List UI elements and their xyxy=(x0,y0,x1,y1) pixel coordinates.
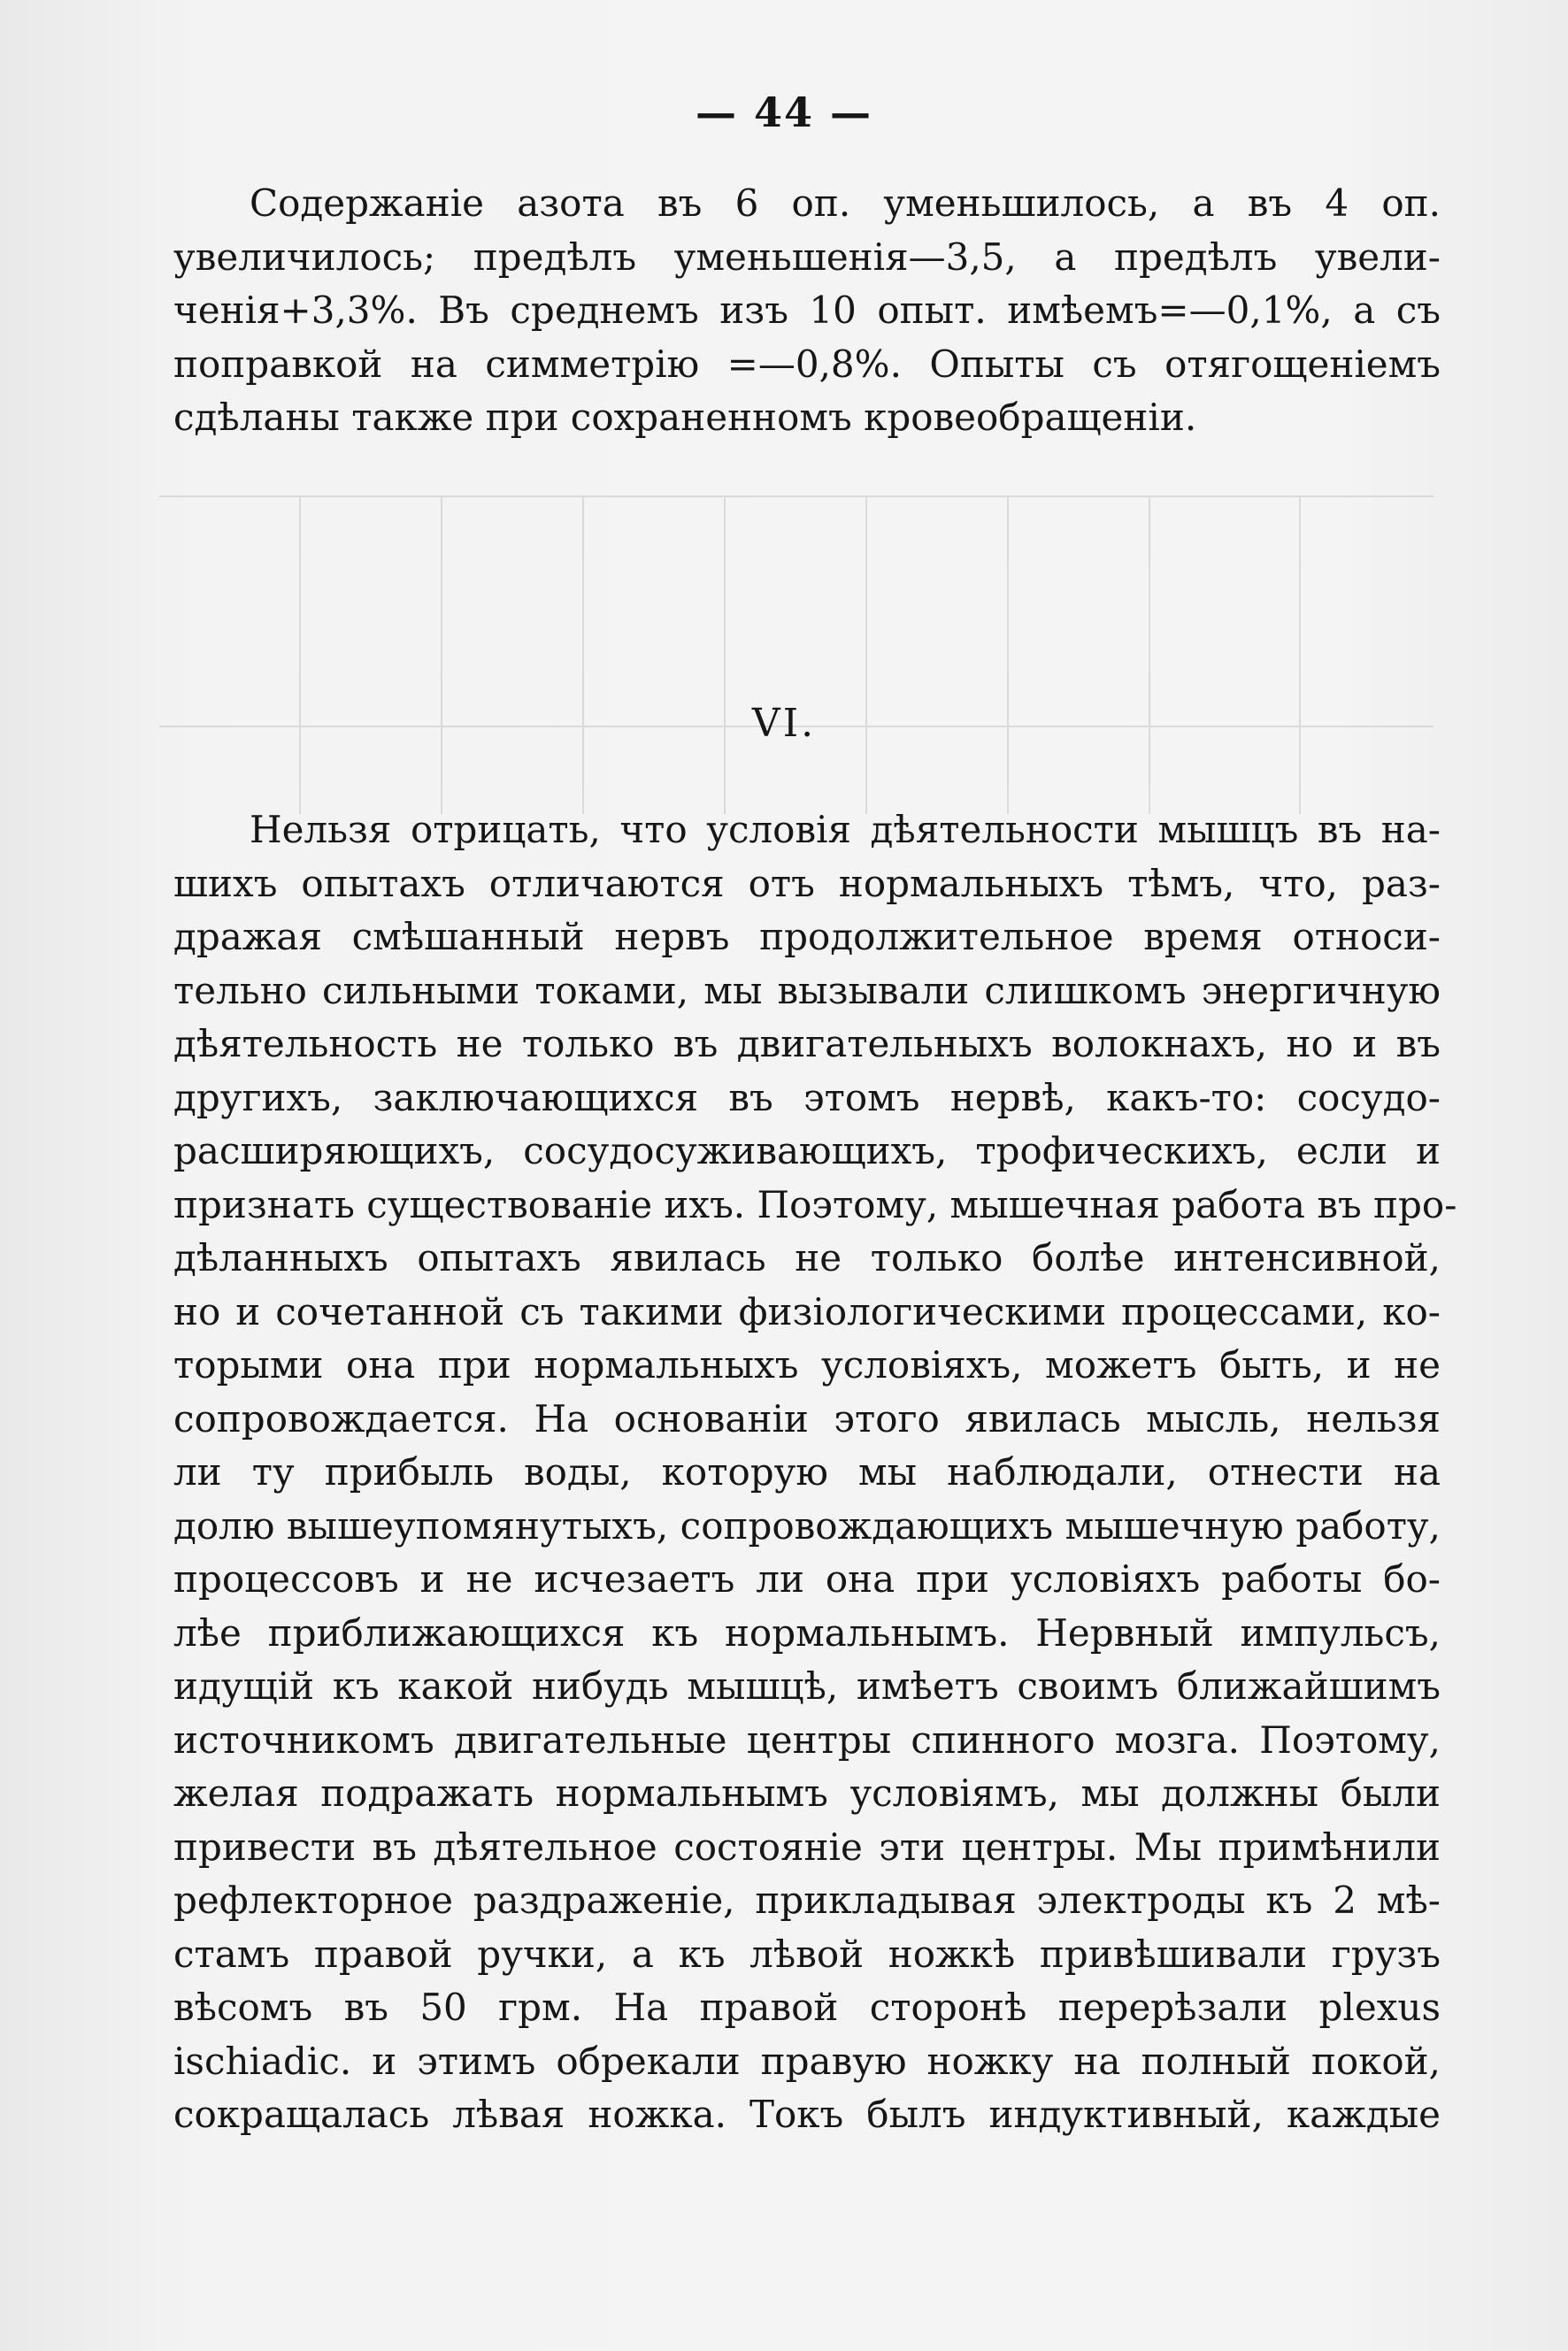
text-line: дѣланныхъ опытахъ явилась не только болѣе интенсивной, xyxy=(173,1236,1441,1279)
text-line: процессовъ и не исчезаетъ ли она при условіяхъ работы бо- xyxy=(173,1557,1441,1601)
text-line: тельно сильными токами, мы вызывали слишкомъ энергичную xyxy=(173,968,1441,1012)
text-line: вѣсомъ въ 50 грм. На правой сторонѣ перерѣзали plexus xyxy=(173,1986,1441,2029)
text-line: Нельзя отрицать, что условія дѣятельности мышцъ въ на- xyxy=(250,808,1441,851)
text-line: расширяющихъ, сосудосуживающихъ, трофическихъ, если и xyxy=(173,1129,1441,1172)
text-line: ченія+3,3%. Въ среднемъ изъ 10 опыт. имѣемъ=—0,1%, а съ xyxy=(173,288,1441,332)
text-line: сдѣланы также при сохраненномъ кровеобращеніи. xyxy=(173,396,1197,439)
text-line: стамъ правой ручки, а къ лѣвой ножкѣ привѣшивали грузъ xyxy=(173,1932,1441,1976)
text-line: но и сочетанной съ такими физіологическими процессами, ко- xyxy=(173,1289,1441,1333)
paragraph-reflex-stimulation xyxy=(173,803,1457,2142)
text-line: лѣе приближающихся къ нормальнымъ. Нервный импульсъ, xyxy=(173,1610,1441,1655)
text-line: источникомъ двигательные центры спинного мозга. Поэтому, xyxy=(173,1717,1441,1762)
text-line: ли ту прибыль воды, которую мы наблюдали, отнести на xyxy=(173,1450,1441,1494)
paragraph-nitrogen-results xyxy=(173,177,1441,445)
text-line: идущій къ какой нибудь мышцѣ, имѣетъ своимъ ближайшимъ xyxy=(173,1664,1441,1708)
text-line: сокращалась лѣвая ножка. Токъ былъ индуктивный, каждые xyxy=(173,2093,1441,2136)
text-line: долю вышеупомянутыхъ, сопровождающихъ мышечную работу, xyxy=(173,1503,1441,1548)
text-line: привести въ дѣятельное состояніе эти центры. Мы примѣнили xyxy=(173,1825,1441,1869)
text-line: шихъ опытахъ отличаются отъ нормальныхъ тѣмъ, что, раз- xyxy=(173,861,1441,905)
text-line: сопровождается. На основаніи этого явилась мысль, нельзя xyxy=(173,1396,1441,1441)
text-line: рефлекторное раздраженіе, прикладывая электроды къ 2 мѣ- xyxy=(173,1878,1441,1922)
text-line: увеличилось; предѣлъ уменьшенія—3,5, а предѣлъ увели- xyxy=(173,234,1441,279)
text-line: дѣятельность не только въ двигательныхъ волокнахъ, но и въ xyxy=(173,1022,1441,1065)
text-line: желая подражать нормальнымъ условіямъ, мы должны были xyxy=(173,1771,1441,1815)
bleed-through-table xyxy=(159,460,1433,832)
text-line: признать существованіе ихъ. Поэтому, мышечная работа въ про- xyxy=(173,1182,1457,1226)
text-line: ischiadic. и этимъ обрекали правую ножку на полный покой, xyxy=(173,2039,1441,2083)
page-number: — 44 — xyxy=(695,88,873,136)
text-line: дражая смѣшанный нервъ продолжительное время относи- xyxy=(173,915,1441,958)
text-line: поправкой на симметрію =—0,8%. Опыты съ отягощеніемъ xyxy=(173,342,1441,386)
section-heading: VI. xyxy=(751,701,817,746)
text-line: торыми она при нормальныхъ условіяхъ, можетъ быть, и не xyxy=(173,1343,1441,1387)
text-line: Содержаніе азота въ 6 оп. уменьшилось, а въ 4 оп. xyxy=(250,181,1441,225)
text-line: другихъ, заключающихся въ этомъ нервѣ, какъ-то: сосудо- xyxy=(173,1075,1441,1119)
